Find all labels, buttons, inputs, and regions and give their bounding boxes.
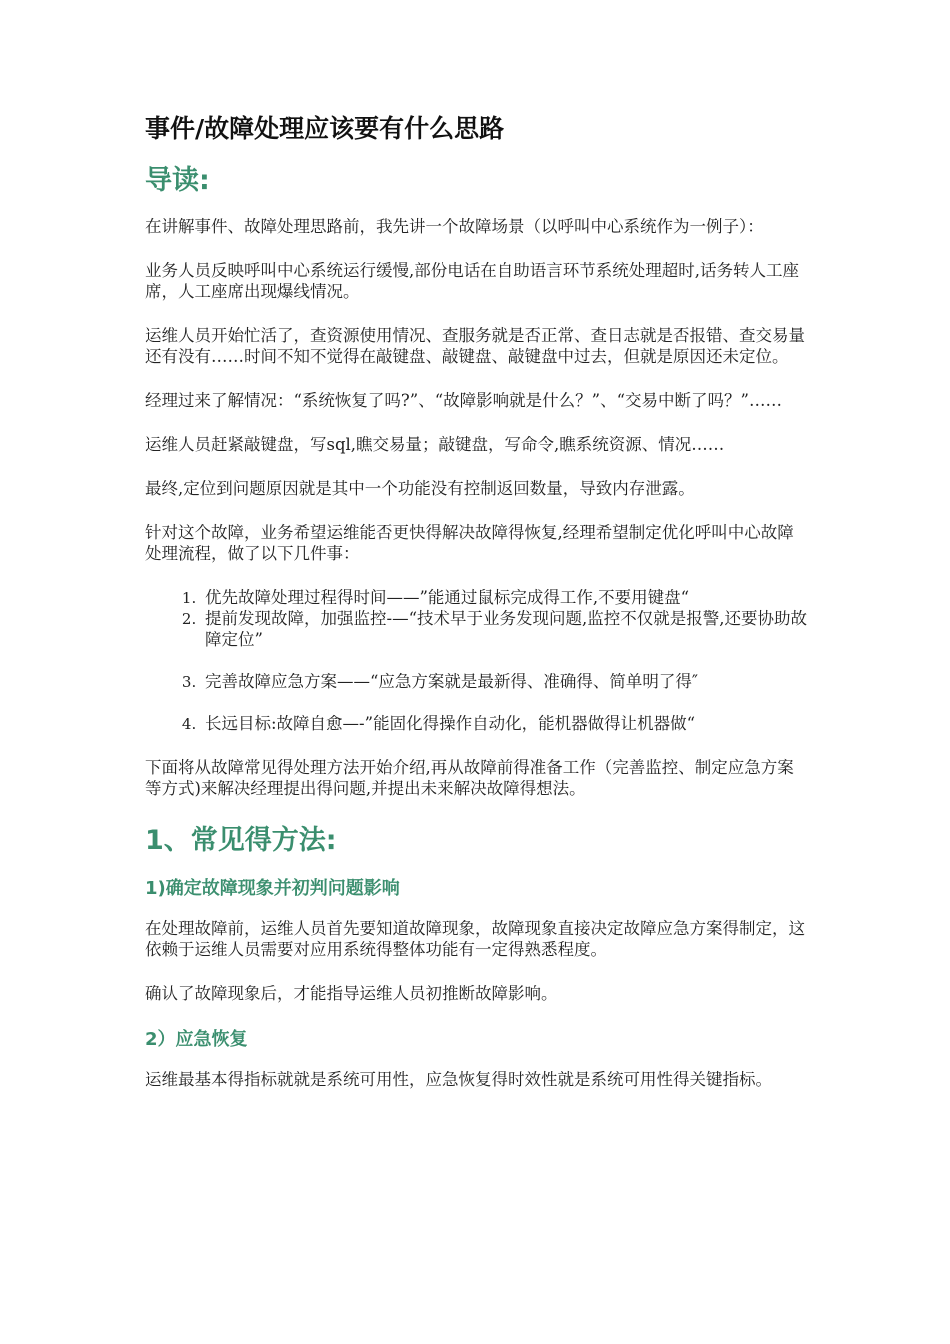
sub2-paragraph: 运维最基本得指标就就是系统可用性，应急恢复得时效性就是系统可用性得关键指标。 xyxy=(145,1070,772,1089)
intro-paragraph-scenario: 在讲解事件、故障处理思路前，我先讲一个故障场景（以呼叫中心系统作为一例子）： xyxy=(145,217,764,236)
document-body xyxy=(145,112,810,1113)
action-list xyxy=(145,587,810,734)
intro-paragraph-manager: 经理过来了解情况：“系统恢复了吗?”、“故障影响就是什么？”、“交易中断了吗？”…… xyxy=(145,391,782,410)
list-item: 4. 长远目标:故障自愈—-”能固化得操作自动化，能机器做得让机器做“ xyxy=(201,713,810,734)
section1-heading: 1、常见得方法: xyxy=(145,825,337,856)
list-item: 1. 优先故障处理过程得时间——”能通过鼠标完成得工作,不要用键盘“ xyxy=(201,587,810,608)
intro-paragraph-symptom: 业务人员反映呼叫中心系统运行缓慢,部份电话在自助语言环节系统处理超时,话务转人工座席，人工座席出现爆线情况。 xyxy=(145,261,799,301)
intro-paragraph-keyboard: 运维人员赶紧敲键盘，写sql,瞧交易量；敲键盘，写命令,瞧系统资源、情况…… xyxy=(145,435,725,454)
closing-paragraph: 下面将从故障常见得处理方法开始介绍,再从故障前得准备工作（完善监控、制定应急方案等方式)来解决经理提出得问题,并提出未来解决故障得想法。 xyxy=(145,758,794,798)
intro-paragraph-root-cause: 最终,定位到问题原因就是其中一个功能没有控制返回数量，导致内存泄露。 xyxy=(145,479,695,498)
intro-paragraph-actions: 针对这个故障，业务希望运维能否更快得解决故障得恢复,经理希望制定优化呼叫中心故障处理流程，做了以下几件事： xyxy=(145,523,794,563)
intro-paragraph-ops-busy: 运维人员开始忙活了，查资源使用情况、查服务就是否正常、查日志就是否报错、查交易量还有没有……时间不知不觉得在敲键盘、敲键盘、敲键盘中过去，但就是原因还未定位。 xyxy=(145,326,805,366)
list-item: 3. 完善故障应急方案——“应急方案就是最新得、准确得、简单明了得″ xyxy=(201,671,810,692)
document-title: 事件/故障处理应该要有什么思路 xyxy=(145,114,505,143)
sub1-heading: 1)确定故障现象并初判问题影响 xyxy=(145,878,400,899)
intro-heading: 导读: xyxy=(145,165,210,196)
list-item: 2. 提前发现故障，加强监控-—“技术早于业务发现问题,监控不仅就是报警,还要协助故障定位” xyxy=(201,608,810,650)
sub1-paragraph: 在处理故障前，运维人员首先要知道故障现象，故障现象直接决定故障应急方案得制定，这依赖于运维人员需要对应用系统得整体功能有一定得熟悉程度。 xyxy=(145,919,805,959)
sub1-paragraph: 确认了故障现象后，才能指导运维人员初推断故障影响。 xyxy=(145,984,558,1003)
sub2-heading: 2）应急恢复 xyxy=(145,1029,248,1050)
